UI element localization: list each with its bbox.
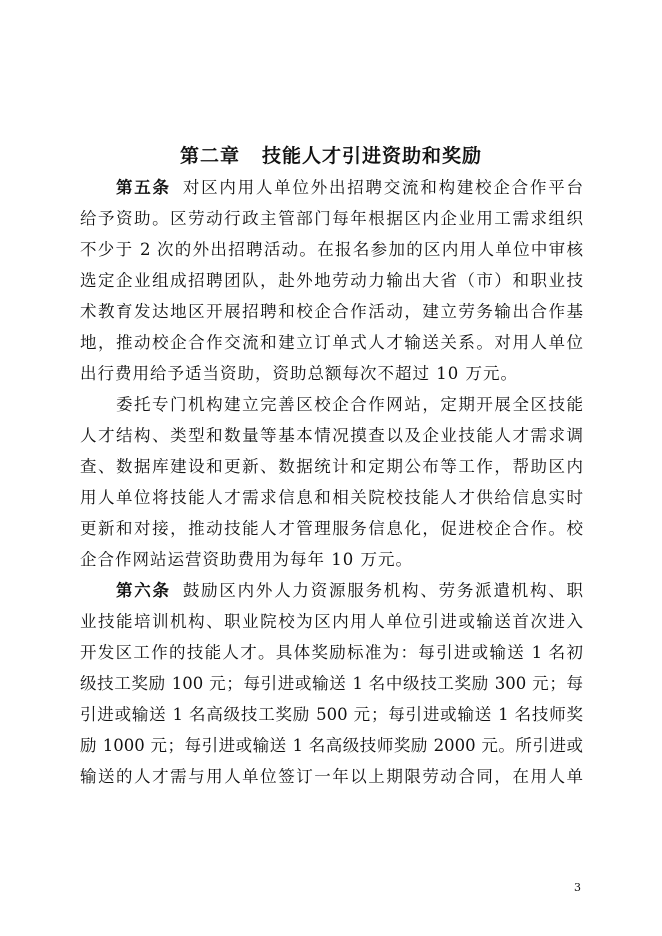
page-number: 3 xyxy=(574,881,581,894)
text-line: 选定企业组成招聘团队，赴外地劳动力输出大省（市）和职业技 xyxy=(80,271,583,290)
text-line: 引进或输送 1 名高级技工奖励 500 元；每引进或输送 1 名技师奖 xyxy=(80,705,583,724)
text-line: 人才结构、类型和数量等基本情况摸查以及企业技能人才需求调 xyxy=(80,426,583,445)
text-line: 地，推动校企合作交流和建立订单式人才输送关系。对用人单位 xyxy=(80,333,583,352)
article-5-label: 第五条 xyxy=(116,178,171,197)
text-line: 不少于 2 次的外出招聘活动。在报名参加的区内用人单位中审核 xyxy=(80,240,583,259)
article-6-first-line: 第六条 鼓励区内外人力资源服务机构、劳务派遣机构、职 xyxy=(116,581,583,600)
text-line: 输送的人才需与用人单位签订一年以上期限劳动合同，在用人单 xyxy=(80,767,583,786)
text-line: 查、数据库建设和更新、数据统计和定期公布等工作，帮助区内 xyxy=(80,457,583,476)
text-line: 用人单位将技能人才需求信息和相关院校技能人才供给信息实时 xyxy=(80,488,583,507)
text-line: 更新和对接，推动技能人才管理服务信息化，促进校企合作。校 xyxy=(80,519,583,538)
text-line: 出行费用给予适当资助，资助总额每次不超过 10 万元。 xyxy=(80,364,518,383)
document-body xyxy=(80,172,583,792)
text-line: 励 1000 元；每引进或输送 1 名高级技师奖励 2000 元。所引进或 xyxy=(80,736,583,755)
text-line: 委托专门机构建立完善区校企合作网站，定期开展全区技能 xyxy=(116,395,583,414)
text-line: 级技工奖励 100 元；每引进或输送 1 名中级技工奖励 300 元；每 xyxy=(80,674,583,693)
text-line: 业技能培训机构、职业院校为区内用人单位引进或输送首次进入 xyxy=(80,612,583,631)
article-6-label: 第六条 xyxy=(116,581,171,600)
article-5-first-line: 第五条 对区内用人单位外出招聘交流和构建校企合作平台 xyxy=(116,178,583,197)
text-line: 术教育发达地区开展招聘和校企合作活动，建立劳务输出合作基 xyxy=(80,302,583,321)
text-line: 给予资助。区劳动行政主管部门每年根据区内企业用工需求组织 xyxy=(80,209,583,228)
chapter-title xyxy=(0,141,662,168)
text-line: 开发区工作的技能人才。具体奖励标准为：每引进或输送 1 名初 xyxy=(80,643,583,662)
text-line: 企合作网站运营资助费用为每年 10 万元。 xyxy=(80,550,413,569)
chapter-number: 第二章 xyxy=(179,145,240,167)
chapter-heading: 技能人才引进资助和奖励 xyxy=(262,145,483,167)
